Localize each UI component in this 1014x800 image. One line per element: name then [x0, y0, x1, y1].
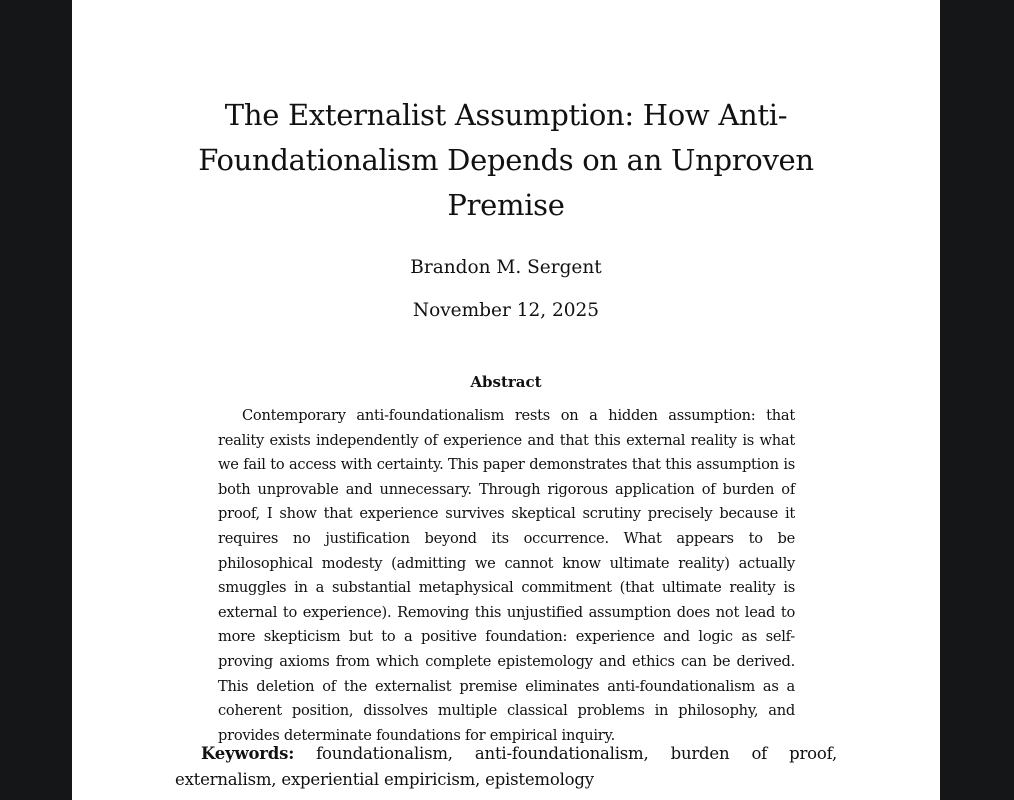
abstract-heading: Abstract	[470, 373, 542, 391]
abstract-body: Contemporary anti-foundationalism rests on a hidden assumption: that reality exists independently of experience and that this external reality is what we fail to access with certainty. This paper demonstrates that this assumption is both unprovable and unnecessary. Through rigorous application of burden of proof, I show that experience survives skeptical scrutiny precisely because it requires no justification beyond its occurrence. What appears to be philosophical modesty (admitting we cannot know ultimate reality) actually smuggles in a substantial metaphysical commitment (that ultimate reality is external to experience). Removing this unjustified assumption does not lead to more skepticism but to a positive foundation: experience and logic as self-proving axioms from which complete epistemology and ethics can be derived. This deletion of the externalist premise eliminates anti-foundationalism as a coherent position, dissolves multiple classical problems in philosophy, and provides determinate foundations for empirical inquiry.	[218, 407, 795, 744]
paper-title: The Externalist Assumption: How Anti-Foundationalism Depends on an Unproven Premise	[198, 98, 814, 222]
keywords-paragraph	[175, 741, 837, 793]
publication-date: November 12, 2025	[412, 300, 600, 321]
document-page	[72, 0, 940, 800]
keywords-list: foundationalism, anti-foundationalism, burden of proof, externalism, experiential empiricism, epistemology	[175, 744, 838, 789]
keywords-label: Keywords:	[201, 744, 295, 763]
author-name: Brandon M. Sergent	[410, 257, 602, 278]
